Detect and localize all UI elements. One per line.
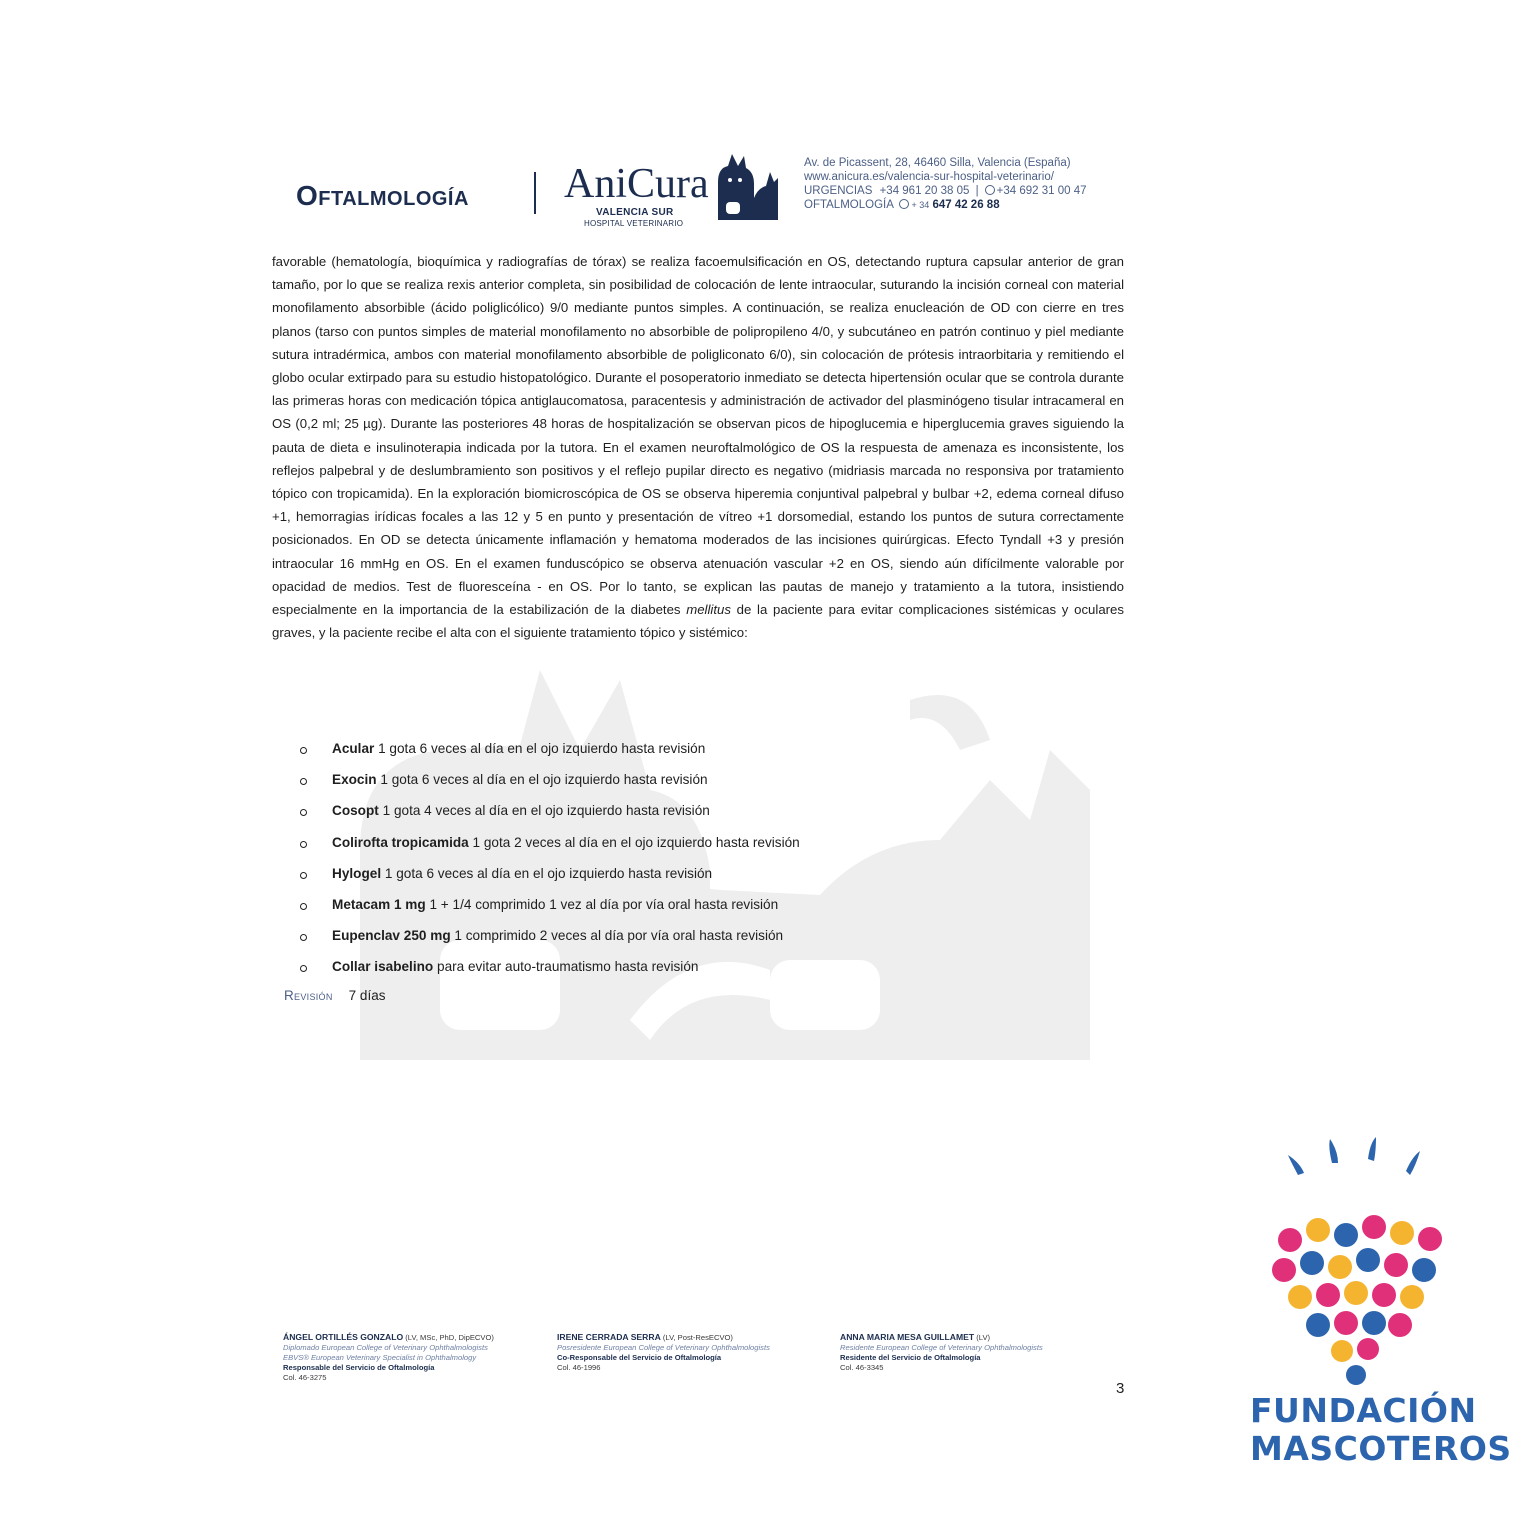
- revision-label: Revisión: [284, 988, 333, 1003]
- doctor-signature-3: ANNA MARIA MESA GUILLAMET (LV) Residente European College of Veterinary Ophthalmologists Residente del Servicio de Oftalmología Col. 46-3345: [840, 1332, 1043, 1372]
- revision-value: 7 días: [348, 988, 386, 1003]
- anicura-animals-logo-icon: [714, 152, 780, 220]
- bullet-icon: [300, 747, 307, 754]
- bullet-icon: [300, 965, 307, 972]
- whatsapp-icon: [985, 185, 995, 195]
- bullet-icon: [300, 841, 307, 848]
- letterhead: [296, 150, 1176, 235]
- bullet-icon: [300, 872, 307, 879]
- page-number: 3: [1116, 1380, 1125, 1397]
- doctor-signature-2: IRENE CERRADA SERRA (LV, Post-ResECVO) Posresidente European College of Veterinary Ophthalmologists Co-Responsable del Servicio de Oftalmología Col. 46-1996: [557, 1332, 770, 1372]
- brand-name: AniCura: [564, 161, 709, 207]
- list-item: Metacam 1 mg 1 + 1/4 comprimido 1 vez al día por vía oral hasta revisión: [300, 892, 1120, 923]
- revision-line: [284, 988, 385, 1003]
- fundacion-mascoteros-heart-logo-icon: [1260, 1135, 1460, 1395]
- brand-location: VALENCIA SUR: [596, 207, 674, 218]
- list-item: Hylogel 1 gota 6 veces al día en el ojo izquierdo hasta revisión: [300, 861, 1120, 892]
- urgencias-line: URGENCIAS +34 961 20 38 05 | +34 692 31 00 47: [804, 185, 1087, 197]
- list-item: Acular 1 gota 6 veces al día en el ojo izquierdo hasta revisión: [300, 736, 1120, 767]
- department-title: Oftalmología: [296, 180, 469, 211]
- doctor-signature-1: ÁNGEL ORTILLÉS GONZALO (LV, MSc, PhD, DipECVO) Diplomado European College of Veterinary Ophthalmologists EBVS® European Veterinary Specialist in Ophthalmology Responsable del Servicio de Oftalmología Col. 46-3275: [283, 1332, 494, 1382]
- bullet-icon: [300, 809, 307, 816]
- address: Av. de Picassent, 28, 46460 Silla, Valencia (España): [804, 157, 1071, 169]
- list-item: Colirofta tropicamida 1 gota 2 veces al día en el ojo izquierdo hasta revisión: [300, 830, 1120, 861]
- list-item: Collar isabelino para evitar auto-traumatismo hasta revisión: [300, 954, 1120, 985]
- medication-list: [300, 736, 1120, 986]
- list-item: Eupenclav 250 mg 1 comprimido 2 veces al día por vía oral hasta revisión: [300, 923, 1120, 954]
- oftalmologia-line: OFTALMOLOGÍA + 34 647 42 26 88: [804, 199, 1000, 211]
- italic-term: mellitus: [686, 602, 731, 618]
- bullet-icon: [300, 934, 307, 941]
- fundacion-mascoteros-wordmark: FUNDACIÓN MASCOTEROS: [1250, 1391, 1512, 1468]
- contact-info: [804, 156, 1087, 212]
- list-item: Cosopt 1 gota 4 veces al día en el ojo izquierdo hasta revisión: [300, 798, 1120, 829]
- bullet-icon: [300, 778, 307, 785]
- whatsapp-icon: [899, 199, 909, 209]
- clinical-report-paragraph: favorable (hematología, bioquímica y radiografías de tórax) se realiza facoemulsificación en OS, detectando ruptura capsular anterior de gran tamaño, por lo que se realiza rexis anterior completa, sin posibilidad de colocación de lente intraocular, suturando la incisión corneal con material monofilamento absorbible (ácido poliglicólico) 9/0 mediante puntos simples. A continuación, se realiza enucleación de OD con cierre en tres planos (tarso con puntos simples de material monofilamento no absorbible de polipropileno 4/0, y subcutáneo en patrón continuo y piel mediante sutura intradérmica, ambos con material monofilamento absorbible de poligliconato 6/0), sin colocación de prótesis intraorbitaria y remitiendo el globo ocular extirpado para su estudio histopatológico. Durante el posoperatorio inmediato se detecta hipertensión ocular que se controla durante las primeras horas con medicación tópica antiglaucomatosa, paracentesis y administración de activador del plasminógeno tisular intracameral en OS (0,2 ml; 25 µg). Durante las posteriores 48 horas de hospitalización se observan picos de hipoglucemia e hiperglucemia graves siguiendo la pauta de dieta e insulinoterapia indicada por la tutora. En el examen neuroftalmológico de OS la respuesta de amenaza es inconsistente, los reflejos palpebral y de deslumbramiento son positivos y el reflejo pupilar directo es negativo (midriasis marcada no responsiva por tratamiento tópico con tropicamida). En la exploración biomicroscópica de OS se observa hiperemia conjuntival palpebral y bulbar +2, edema corneal difuso +1, hemorragias irídicas focales a las 12 y 5 en punto y presentación de vítreo +1 dorsomedial, estando los puntos de sutura correctamente posicionados. En OD se detecta únicamente inflamación y hematoma moderados de las incisiones quirúrgicas. Efecto Tyndall +3 y presión intraocular 16 mmHg en OS. En el examen funduscópico se observa atenuación vascular +2 en OS, siendo aún difícilmente valorable por opacidad de medios. Test de fluoresceína - en OS. Por lo tanto, se explican las pautas de manejo y tratamiento a la tutora, insistiendo especialmente en la importancia de la estabilización de la diabetes mellitus de la paciente para evitar complicaciones sistémicas y oculares graves, y la paciente recibe el alta con el siguiente tratamiento tópico y sistémico:: [272, 254, 1124, 641]
- list-item: Exocin 1 gota 6 veces al día en el ojo izquierdo hasta revisión: [300, 767, 1120, 798]
- brand-subtitle: HOSPITAL VETERINARIO: [584, 219, 684, 228]
- header-divider: [534, 172, 536, 214]
- website-link[interactable]: www.anicura.es/valencia-sur-hospital-veterinario/: [804, 171, 1054, 183]
- bullet-icon: [300, 903, 307, 910]
